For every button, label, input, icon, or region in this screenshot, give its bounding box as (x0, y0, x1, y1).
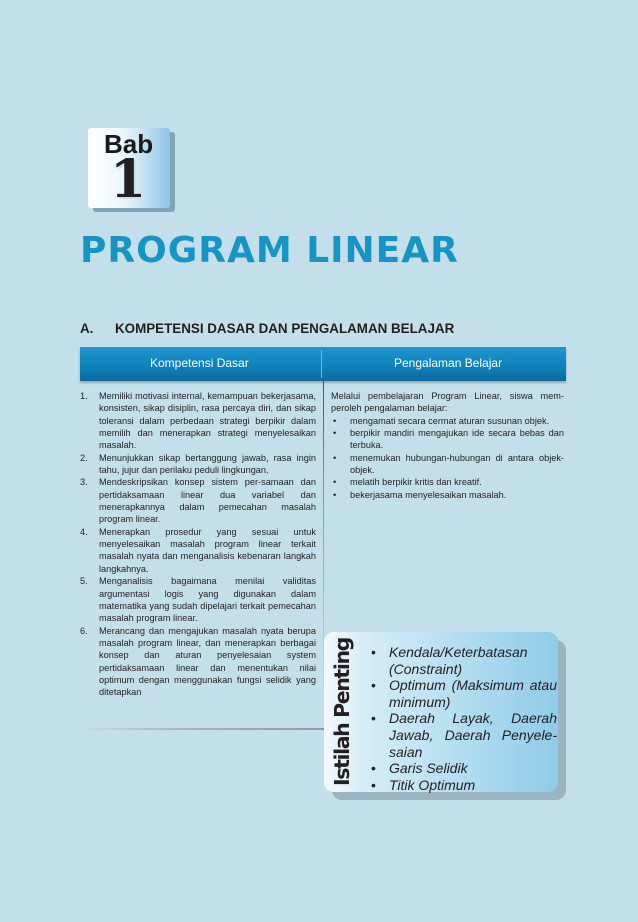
pengalaman-column (331, 390, 564, 501)
item-text: Garis Selidik (389, 760, 468, 777)
item-text: Menunjukkan sikap bertanggung jawab, rasa ingin tahu, jujur dan perilaku peduli lingkungan. (99, 452, 316, 476)
item-number: 3. (80, 477, 88, 488)
pengalaman-list (331, 415, 564, 501)
item-text: bekerjasama menyelesaikan masalah. (350, 489, 507, 500)
pengalaman-item (331, 427, 564, 452)
kompetensi-item (80, 452, 316, 477)
istilah-item (371, 760, 557, 777)
item-text: Optimum (Maksimum atau minimum) (389, 677, 557, 710)
item-text: Titik Optimum (389, 776, 476, 793)
kompetensi-item (80, 390, 316, 452)
bullet-icon: • (371, 776, 376, 793)
kompetensi-item (80, 526, 316, 575)
item-text: Menganalisis bagaimana menilai validitas argumentasi logis yang digunakan dalam matematika yang sudah dipelajari terkait pemecahan masalah program linear. (99, 576, 316, 624)
item-text: menemukan hubungan-hubungan di antara objek-objek. (350, 452, 564, 476)
kompetensi-item (80, 625, 316, 699)
bullet-icon: • (371, 677, 376, 694)
kompetensi-list (80, 390, 316, 699)
header-kompetensi-dasar: Kompetensi Dasar (150, 356, 249, 370)
bullet-icon: • (333, 452, 337, 463)
item-text: melatih berpikir kritis dan kreatif. (350, 477, 482, 488)
section-title: KOMPETENSI DASAR DAN PENGALAMAN BELAJAR (115, 321, 455, 336)
bullet-icon: • (333, 489, 337, 500)
bullet-icon: • (333, 428, 337, 439)
item-number: 4. (80, 526, 88, 537)
bullet-icon: • (371, 760, 376, 777)
pengalaman-item (331, 452, 564, 477)
section-heading (80, 321, 454, 336)
item-number: 6. (80, 625, 88, 636)
item-text: Memiliki motivasi internal, kemampuan bekerjasama, konsisten, sikap disiplin, rasa percaya diri, dan sikap toleransi dalam perbedaan strategi berpikir dalam memilih dan menerapkan strategi menyelesaikan masalah. (99, 391, 316, 451)
item-text: mengamati secara cermat aturan susunan objek. (350, 415, 550, 426)
kompetensi-item (80, 575, 316, 624)
header-divider (321, 350, 322, 378)
istilah-item (371, 677, 557, 710)
istilah-item (371, 644, 557, 677)
pengalaman-item (331, 489, 564, 501)
item-number: 1. (80, 391, 88, 401)
kompetensi-item (80, 476, 316, 525)
bullet-icon: • (333, 477, 337, 488)
bullet-icon: • (371, 644, 376, 660)
item-number: 2. (80, 452, 88, 463)
section-letter: A. (80, 321, 94, 336)
header-pengalaman-belajar: Pengalaman Belajar (394, 356, 503, 370)
istilah-item (371, 710, 557, 760)
istilah-label: Istilah Penting (330, 638, 354, 786)
table-bottom-rule (80, 728, 325, 730)
item-text: Daerah Layak, Daerah Jawab, Daerah Penyele-saian (389, 710, 557, 760)
bullet-icon: • (371, 710, 376, 727)
item-text: Merancang dan mengajukan masalah nyata berupa masalah program linear, dan menerapkan berbagai konsep dan aturan penyelesaian system pertidaksamaan linear dan menentukan nilai optimum dengan menggunakan fungsi selidik yang ditetapkan (99, 625, 316, 698)
chapter-label: Bab (104, 129, 154, 159)
istilah-item (371, 777, 557, 794)
item-text: Menerapkan prosedur yang sesuai untuk menyelesaikan masalah program linear terkait masalah nyata dan menganalisis kebenaran langkah langkahnya. (99, 526, 316, 574)
item-text: berpikir mandiri mengajukan ide secara bebas dan terbuka. (350, 428, 564, 451)
item-number: 5. (80, 576, 88, 587)
chapter-title: PROGRAM LINEAR (80, 230, 459, 271)
table-header (80, 347, 566, 381)
pengalaman-intro: Melalui pembelajaran Program Linear, siswa mem-peroleh pengalaman belajar: (331, 391, 564, 414)
bullet-icon: • (333, 415, 337, 426)
pengalaman-item (331, 476, 564, 488)
chapter-number: 1 (110, 149, 147, 210)
item-text: Kendala/Keterbatasan (Constraint) (389, 644, 528, 677)
pengalaman-item (331, 415, 564, 427)
item-text: Mendeskripsikan konsep sistem per-samaan dan pertidaksamaan linear dua variabel dan menerapkannya dalam pemecahan masalah program linear. (99, 477, 316, 525)
istilah-list (371, 644, 557, 793)
